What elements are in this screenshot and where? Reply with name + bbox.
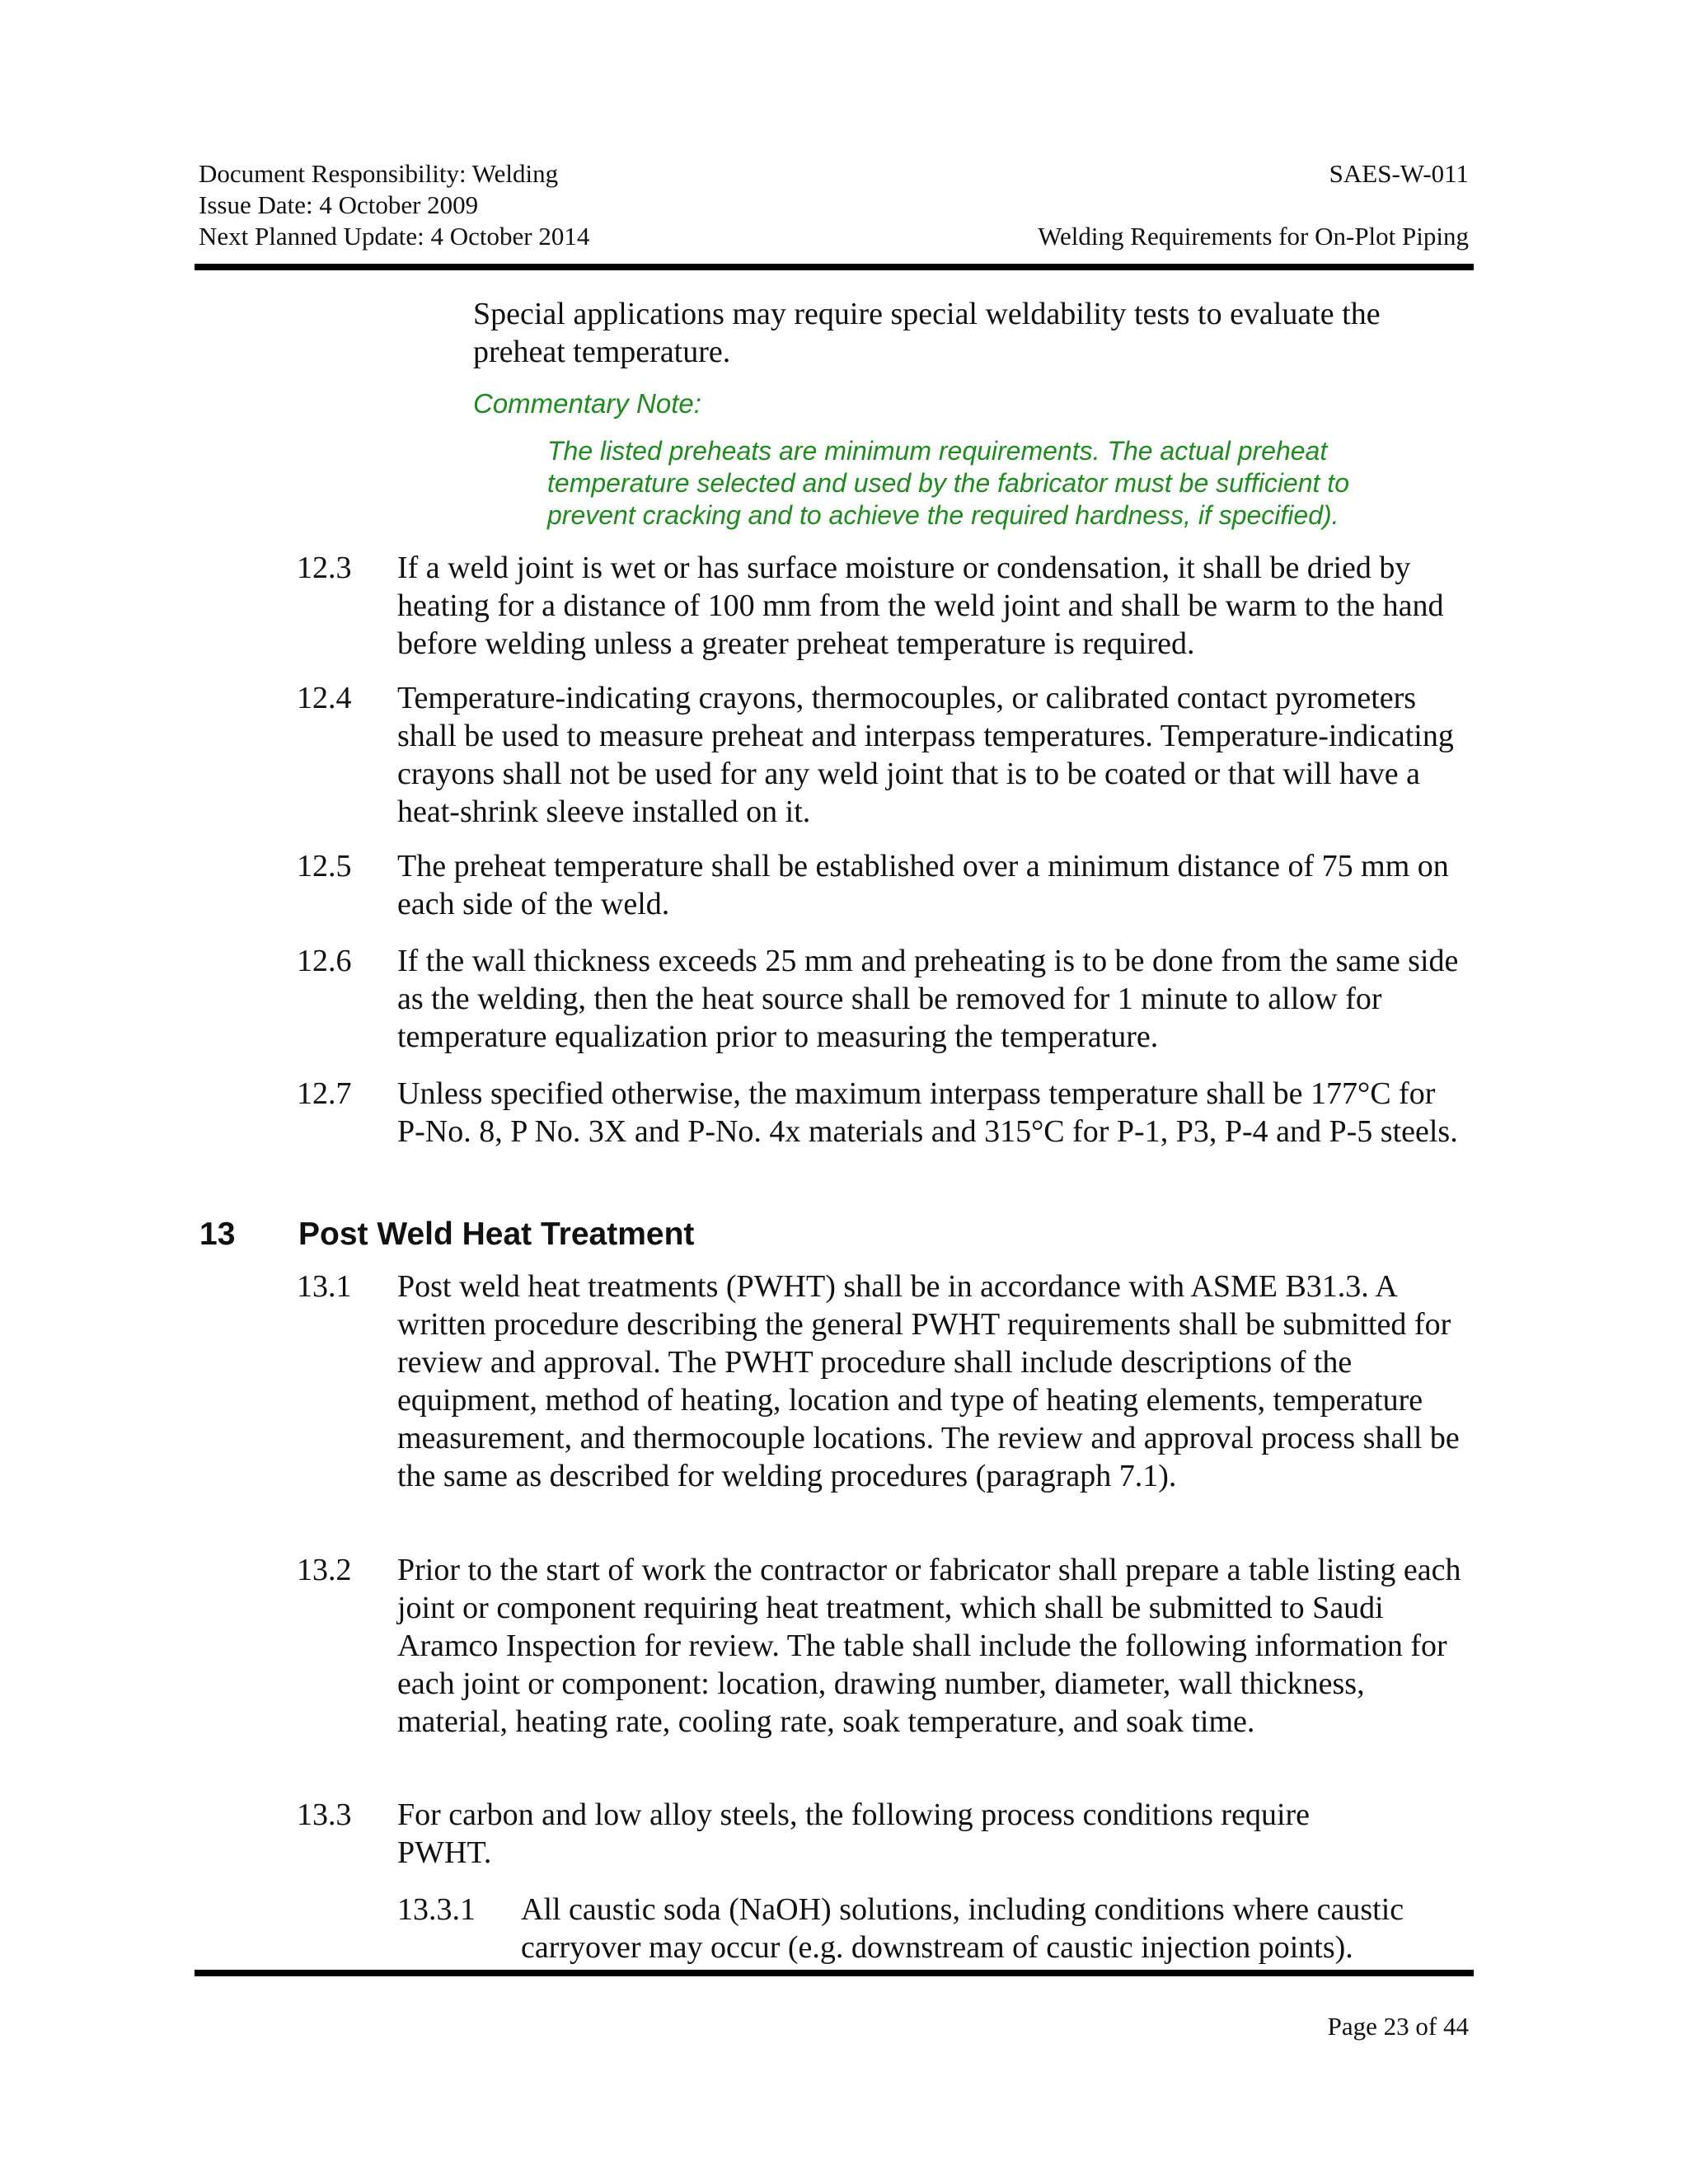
paragraph-number-12-7: 12.7: [297, 1076, 352, 1111]
paragraph-text-13-1: Post weld heat treatments (PWHT) shall be in accordance with ASME B31.3. A written procedure describing the general PWHT requirements shall be submitted for review and approval. The PWHT procedure shall include descriptions of the equipment, method of heating, location and type of heating elements, temperature measurement, and thermocouple locations. The review and approval process shall be the same as described for welding procedures (paragraph 7.1).: [397, 1269, 1460, 1493]
paragraph-number-12-6: 12.6: [297, 944, 352, 978]
footer-rule: [195, 1970, 1474, 1976]
paragraph-number-13-2: 13.2: [297, 1553, 352, 1587]
paragraph-text-12-3: If a weld joint is wet or has surface moisture or condensation, it shall be dried by heating for a distance of 100 mm from the weld joint and shall be warm to the hand before welding unless a greater preheat temperature is required.: [397, 551, 1444, 661]
paragraph-number-13-3: 13.3: [297, 1797, 352, 1832]
header-next-update: Next Planned Update: 4 October 2014: [199, 222, 590, 251]
paragraph-text-12-5: The preheat temperature shall be established over a minimum distance of 75 mm on each side of the weld.: [397, 849, 1449, 921]
header-doc-number: SAES-W-011: [1329, 159, 1469, 188]
paragraph-text-12-6: If the wall thickness exceeds 25 mm and preheating is to be done from the same side as the welding, then the heat source shall be removed for 1 minute to allow for temperature equalization prior to measuring the temperature.: [397, 944, 1459, 1054]
page-number: Page 23 of 44: [1327, 2012, 1469, 2041]
paragraph-text-12-4: Temperature-indicating crayons, thermocouples, or calibrated contact pyrometers shall be used to measure preheat and interpass temperatures. Temperature-indicating crayons shall not be used for any weld joint that is to be coated or that will have a heat-shrink sleeve installed on it.: [397, 681, 1454, 829]
paragraph-number-12-4: 12.4: [297, 681, 352, 715]
section-number: 13: [199, 1216, 236, 1252]
paragraph-text-12-7: Unless specified otherwise, the maximum interpass temperature shall be 177°C for P-No. 8, P No. 3X and P-No. 4x materials and 315°C for P-1, P3, P-4 and P-5 steels.: [397, 1076, 1458, 1149]
paragraph-text-13-2: Prior to the start of work the contractor or fabricator shall prepare a table listing each joint or component requiring heat treatment, which shall be submitted to Saudi Aramco Inspection for review. The table shall include the following information for each joint or component: location, drawing number, diameter, wall thickness, material, heating rate, cooling rate, soak temperature, and soak time.: [397, 1553, 1461, 1739]
header-responsibility: Document Responsibility: Welding: [199, 159, 559, 188]
header-rule: [195, 264, 1474, 270]
paragraph-number-13-1: 13.1: [297, 1269, 352, 1304]
section-title: Post Weld Heat Treatment: [298, 1216, 695, 1252]
paragraph-number-13-3-1: 13.3.1: [397, 1892, 476, 1927]
header-doc-title: Welding Requirements for On-Plot Piping: [1038, 222, 1469, 251]
intro-paragraph: Special applications may require special weldability tests to evaluate the preheat temperature.: [473, 297, 1381, 369]
paragraph-text-13-3-1: All caustic soda (NaOH) solutions, including conditions where caustic carryover may occur (e.g. downstream of caustic injection points).: [521, 1892, 1404, 1965]
paragraph-text-13-3: For carbon and low alloy steels, the following process conditions require PWHT.: [397, 1797, 1311, 1870]
commentary-title: Commentary Note:: [473, 388, 701, 419]
paragraph-number-12-3: 12.3: [297, 551, 352, 585]
commentary-body: The listed preheats are minimum requirements. The actual preheat temperature selected and used by the fabricator must be sufficient to prevent cracking and to achieve the required hardness, if specified).: [547, 436, 1349, 530]
paragraph-number-12-5: 12.5: [297, 849, 352, 883]
header-issue-date: Issue Date: 4 October 2009: [199, 190, 479, 219]
